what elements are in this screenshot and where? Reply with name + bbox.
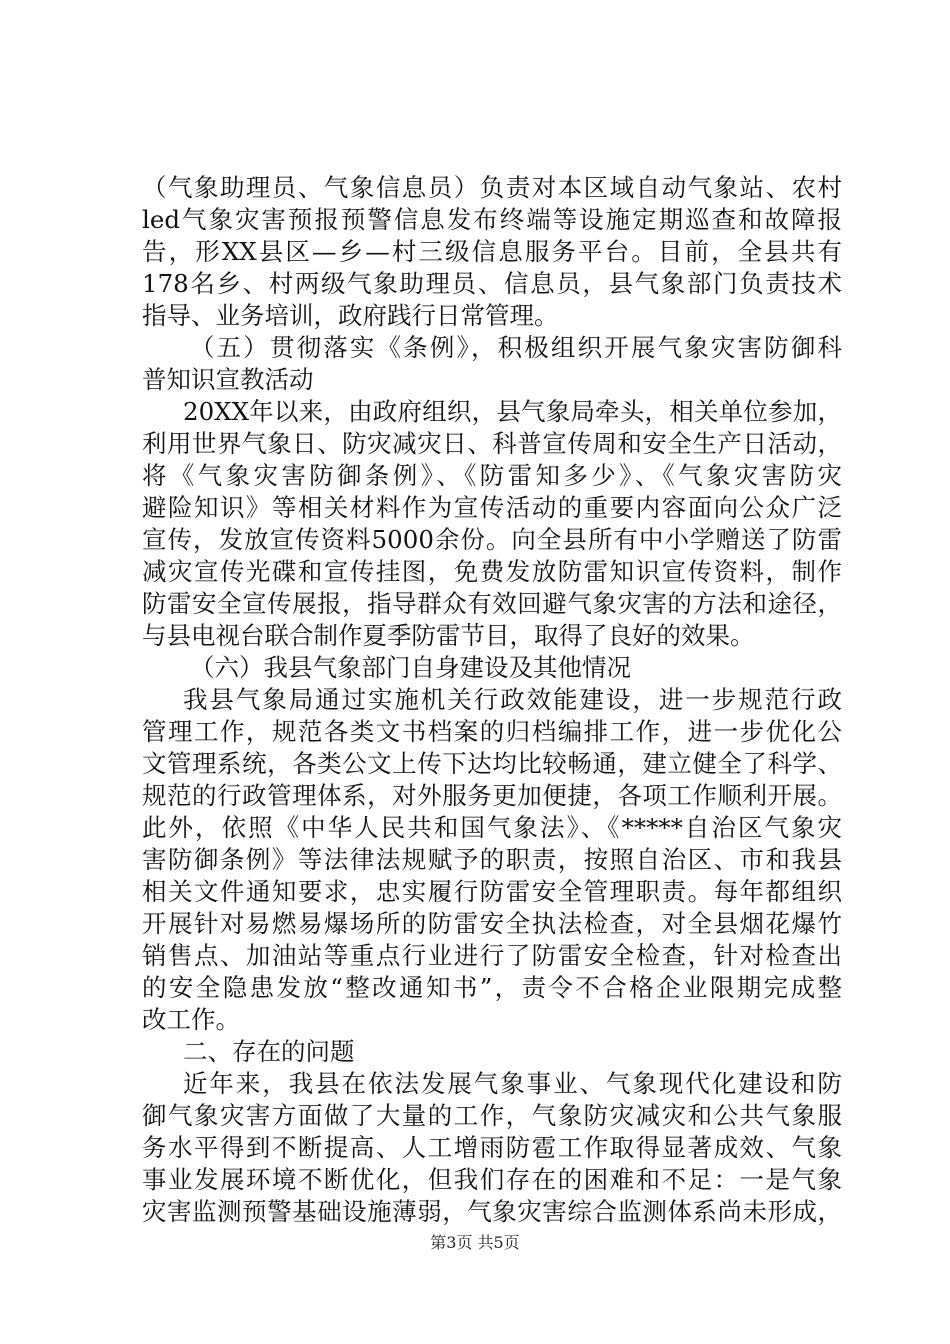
document-body [142,172,842,1228]
text-line: 宣传，发放宣传资料5000余份。向全县所有中小学赠送了防雷 [142,525,842,554]
text-line: 与县电视台联合制作夏季防雷节目，取得了良好的效果。 [142,621,755,650]
text-line: 文管理系统，各类公文上传下达均比较畅通，建立健全了科学、 [142,749,842,778]
text-line: 利用世界气象日、防灾减灾日、科普宣传周和安全生产日活动， [142,429,842,458]
text-line: 灾害监测预警基础设施薄弱，气象灾害综合监测体系尚未形成， [142,1197,842,1226]
text-line: 管理工作，规范各类文书档案的归档编排工作，进一步优化公 [142,717,842,746]
text-line: 减灾宣传光碟和宣传挂图，免费发放防雷知识宣传资料，制作 [142,557,842,586]
text-line: 178名乡、村两级气象助理员、信息员，县气象部门负责技术 [142,269,842,298]
text-line: 改工作。 [142,1005,240,1034]
text-line: 事业发展环境不断优化，但我们存在的困难和不足：一是气象 [142,1165,842,1194]
text-line: 将《气象灾害防御条例》、《防雷知多少》、《气象灾害防灾 [142,461,842,490]
page-footer: 第3页 共5页 [430,1233,520,1252]
text-line: 二、存在的问题 [183,1037,355,1066]
text-line: 销售点、加油站等重点行业进行了防雷安全检查，针对检查出 [142,941,842,970]
text-line: 御气象灾害方面做了大量的工作，气象防灾减灾和公共气象服 [142,1101,842,1130]
text-line: （气象助理员、气象信息员）负责对本区域自动气象站、农村 [142,173,842,202]
text-line: （六）我县气象部门自身建设及其他情况 [190,653,631,682]
text-line: 避险知识》等相关材料作为宣传活动的重要内容面向公众广泛 [142,493,842,522]
text-line: 害防御条例》等法律法规赋予的职责，按照自治区、市和我县 [142,845,842,874]
text-line: 防雷安全宣传展报，指导群众有效回避气象灾害的方法和途径， [142,589,842,618]
text-line: 近年来，我县在依法发展气象事业、气象现代化建设和防 [183,1069,842,1098]
text-line: 普知识宣教活动 [142,365,314,394]
text-line: 的安全隐患发放“整改通知书”，责令不合格企业限期完成整 [142,973,842,1002]
text-line: 务水平得到不断提高、人工增雨防雹工作取得显著成效、气象 [142,1133,842,1162]
text-line: 我县气象局通过实施机关行政效能建设，进一步规范行政 [183,685,842,714]
text-line: 告，形XX县区—乡—村三级信息服务平台。目前，全县共有 [142,237,842,266]
text-line: （五）贯彻落实《条例》，积极组织开展气象灾害防御科 [190,333,842,362]
text-line: 开展针对易燃易爆场所的防雷安全执法检查，对全县烟花爆竹 [142,909,842,938]
text-line: led气象灾害预报预警信息发布终端等设施定期巡查和故障报 [142,205,842,234]
text-line: 相关文件通知要求，忠实履行防雷安全管理职责。每年都组织 [142,877,842,906]
text-line: 此外，依照《中华人民共和国气象法》、《*****自治区气象灾 [142,813,842,842]
text-line: 指导、业务培训，政府践行日常管理。 [142,301,559,330]
text-line: 20XX年以来，由政府组织，县气象局牵头，相关单位参加， [183,397,842,426]
text-line: 规范的行政管理体系，对外服务更加便捷，各项工作顺利开展。 [142,781,842,810]
